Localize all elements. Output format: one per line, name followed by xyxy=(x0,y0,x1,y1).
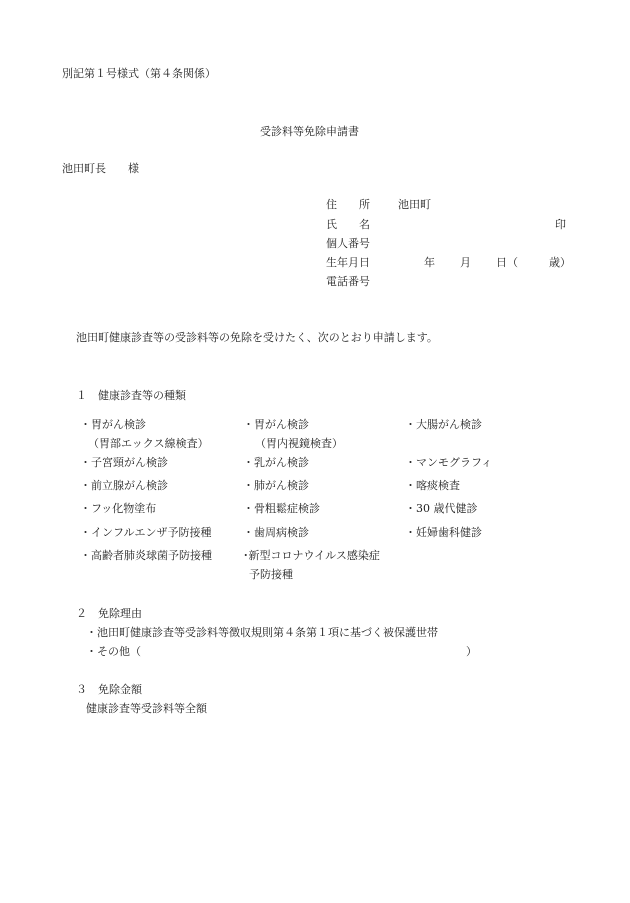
list-item: ・胃がん検診 xyxy=(80,418,146,431)
list-item-note: （胃部エックス線検査） xyxy=(88,437,209,450)
list-item: ・前立腺がん検診 xyxy=(80,479,168,492)
reason-item: ・池田町健康診査等受診料等徴収規則第４条第１項に基づく被保護世帯 xyxy=(86,626,438,639)
document-title: 受診料等免除申請書 xyxy=(260,125,359,138)
list-item: ・子宮頸がん検診 xyxy=(80,456,168,469)
list-item: ・フッ化物塗布 xyxy=(80,502,157,515)
section-amount-heading: ３ 免除金額 xyxy=(76,683,142,696)
list-item-note: 予防接種 xyxy=(249,568,293,581)
list-item: ・高齢者肺炎球菌予防接種 xyxy=(80,549,212,562)
list-item: ・マンモグラフィ xyxy=(405,456,493,469)
list-item: ・大腸がん検診 xyxy=(405,418,482,431)
list-item: ・乳がん検診 xyxy=(243,456,309,469)
intro-statement: 池田町健康診査等の受診料等の免除を受けたく、次のとおり申請します。 xyxy=(76,331,438,344)
amount-value: 健康診査等受診料等全額 xyxy=(86,702,207,715)
form-label: 別記第１号様式（第４条関係） xyxy=(62,67,216,80)
list-item: ・30 歳代健診 xyxy=(405,502,478,515)
reason-other-close: ） xyxy=(466,645,477,658)
list-item: ・胃がん検診 xyxy=(243,418,309,431)
list-item: ・インフルエンザ予防接種 xyxy=(80,526,212,539)
birthdate-label: 生年月日 xyxy=(326,256,370,269)
list-item: ・喀痰検査 xyxy=(405,479,460,492)
birth-year-unit: 年 xyxy=(424,256,435,269)
list-item-note: （胃内視鏡検査） xyxy=(255,437,343,450)
list-item: ・妊婦歯科健診 xyxy=(405,526,482,539)
section-types-heading: １ 健康診査等の種類 xyxy=(76,389,186,402)
section-reason-heading: ２ 免除理由 xyxy=(76,607,142,620)
seal-mark: 印 xyxy=(555,218,566,231)
addressee: 池田町長 様 xyxy=(62,162,139,175)
address-label: 住 所 xyxy=(326,198,370,211)
name-label: 氏 名 xyxy=(326,218,370,231)
birth-day-unit: 日（ xyxy=(496,256,518,269)
list-item: ・肺がん検診 xyxy=(243,479,309,492)
list-item: ・骨粗鬆症検診 xyxy=(243,502,320,515)
phone-label: 電話番号 xyxy=(326,275,370,288)
reason-item-other: ・その他（ xyxy=(86,645,141,658)
list-item: ･新型コロナウイルス感染症 xyxy=(243,549,380,562)
birth-month-unit: 月 xyxy=(460,256,471,269)
address-value: 池田町 xyxy=(398,198,431,211)
id-number-label: 個人番号 xyxy=(326,237,370,250)
birth-age-unit: 歳） xyxy=(549,256,571,269)
list-item: ・歯周病検診 xyxy=(243,526,309,539)
